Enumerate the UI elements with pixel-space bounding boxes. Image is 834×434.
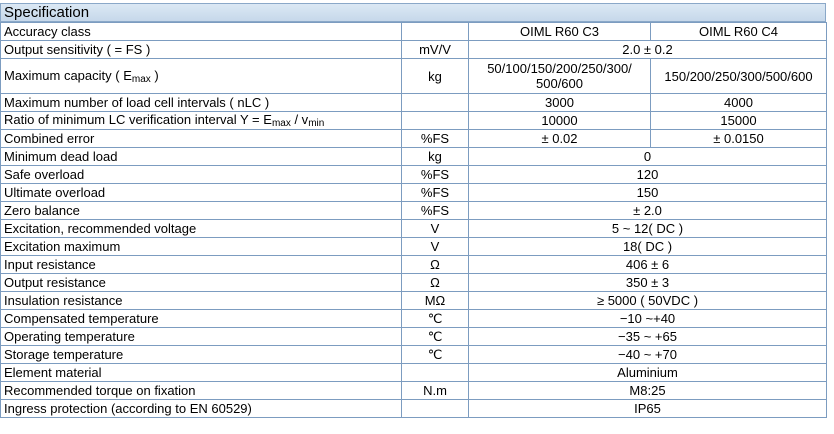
table-row bbox=[1, 166, 827, 184]
table-row bbox=[1, 59, 827, 94]
row-label: Ultimate overload bbox=[1, 184, 402, 202]
row-unit: ℃ bbox=[402, 328, 469, 346]
row-value: 2.0 ± 0.2 bbox=[469, 41, 827, 59]
table-row bbox=[1, 364, 827, 382]
table-row bbox=[1, 184, 827, 202]
row-label: Combined error bbox=[1, 130, 402, 148]
header-label: Accuracy class bbox=[1, 23, 402, 41]
row-unit bbox=[402, 94, 469, 112]
row-value: −40 ~ +70 bbox=[469, 346, 827, 364]
header-unit bbox=[402, 23, 469, 41]
row-value: ≥ 5000 ( 50VDC ) bbox=[469, 292, 827, 310]
row-label: Maximum number of load cell intervals ( nLC ) bbox=[1, 94, 402, 112]
row-label: Input resistance bbox=[1, 256, 402, 274]
row-label: Excitation, recommended voltage bbox=[1, 220, 402, 238]
row-label: Safe overload bbox=[1, 166, 402, 184]
row-value-c4: 15000 bbox=[651, 112, 827, 130]
row-value-c4: ± 0.0150 bbox=[651, 130, 827, 148]
row-label: Minimum dead load bbox=[1, 148, 402, 166]
row-unit: %FS bbox=[402, 166, 469, 184]
row-label: Ingress protection (according to EN 60529) bbox=[1, 400, 402, 418]
row-value: 120 bbox=[469, 166, 827, 184]
label-subscript: min bbox=[308, 118, 325, 129]
label-part: / v bbox=[290, 112, 309, 127]
table-header-row bbox=[1, 23, 827, 41]
row-value: 18( DC ) bbox=[469, 238, 827, 256]
table-row bbox=[1, 382, 827, 400]
table-row bbox=[1, 346, 827, 364]
row-value: Aluminium bbox=[469, 364, 827, 382]
table-row bbox=[1, 328, 827, 346]
row-value: −35 ~ +65 bbox=[469, 328, 827, 346]
header-c3: OIML R60 C3 bbox=[469, 23, 651, 41]
row-value: 5 ~ 12( DC ) bbox=[469, 220, 827, 238]
table-row bbox=[1, 400, 827, 418]
table-row bbox=[1, 292, 827, 310]
table-row bbox=[1, 130, 827, 148]
row-label: Compensated temperature bbox=[1, 310, 402, 328]
table-row bbox=[1, 220, 827, 238]
row-unit: kg bbox=[402, 148, 469, 166]
table-row bbox=[1, 274, 827, 292]
table-row bbox=[1, 202, 827, 220]
row-unit: ℃ bbox=[402, 346, 469, 364]
row-label: Operating temperature bbox=[1, 328, 402, 346]
row-value-c3: 3000 bbox=[469, 94, 651, 112]
row-value: M8:25 bbox=[469, 382, 827, 400]
row-label: Element material bbox=[1, 364, 402, 382]
row-label: Zero balance bbox=[1, 202, 402, 220]
row-unit bbox=[402, 112, 469, 130]
row-unit: %FS bbox=[402, 202, 469, 220]
header-c4: OIML R60 C4 bbox=[651, 23, 827, 41]
row-label: Insulation resistance bbox=[1, 292, 402, 310]
row-unit: Ω bbox=[402, 256, 469, 274]
row-label bbox=[1, 112, 402, 130]
row-label: Output sensitivity ( = FS ) bbox=[1, 41, 402, 59]
specification-table bbox=[0, 22, 827, 418]
row-unit: Ω bbox=[402, 274, 469, 292]
row-label: Storage temperature bbox=[1, 346, 402, 364]
row-value-c3: 10000 bbox=[469, 112, 651, 130]
label-subscript: max bbox=[271, 118, 291, 129]
table-row bbox=[1, 256, 827, 274]
row-value-c4: 150/200/250/300/500/600 bbox=[651, 59, 827, 94]
row-label bbox=[1, 59, 402, 94]
label-part: ) bbox=[150, 67, 159, 83]
row-label: Excitation maximum bbox=[1, 238, 402, 256]
row-value: −10 ~+40 bbox=[469, 310, 827, 328]
row-unit: %FS bbox=[402, 130, 469, 148]
row-value: 350 ± 3 bbox=[469, 274, 827, 292]
label-subscript: max bbox=[131, 73, 151, 85]
table-row bbox=[1, 238, 827, 256]
row-value: 150 bbox=[469, 184, 827, 202]
row-unit: mV/V bbox=[402, 41, 469, 59]
row-value-c3: 50/100/150/200/250/300/ 500/600 bbox=[469, 59, 651, 94]
row-unit: V bbox=[402, 220, 469, 238]
row-value: ± 2.0 bbox=[469, 202, 827, 220]
table-row bbox=[1, 94, 827, 112]
table-row bbox=[1, 41, 827, 59]
row-unit: N.m bbox=[402, 382, 469, 400]
label-part: Maximum capacity ( E bbox=[4, 67, 132, 83]
row-unit: V bbox=[402, 238, 469, 256]
row-unit: ℃ bbox=[402, 310, 469, 328]
row-value-c4: 4000 bbox=[651, 94, 827, 112]
specification-title: Specification bbox=[0, 3, 826, 22]
table-row bbox=[1, 310, 827, 328]
row-unit: MΩ bbox=[402, 292, 469, 310]
label-part: Ratio of minimum LC verification interval Y = E bbox=[4, 112, 272, 127]
row-value: 406 ± 6 bbox=[469, 256, 827, 274]
row-label: Output resistance bbox=[1, 274, 402, 292]
row-label: Recommended torque on fixation bbox=[1, 382, 402, 400]
table-row bbox=[1, 112, 827, 130]
row-value: IP65 bbox=[469, 400, 827, 418]
row-unit: kg bbox=[402, 59, 469, 94]
table-row bbox=[1, 148, 827, 166]
row-unit bbox=[402, 400, 469, 418]
row-value-c3: ± 0.02 bbox=[469, 130, 651, 148]
row-value: 0 bbox=[469, 148, 827, 166]
row-unit: %FS bbox=[402, 184, 469, 202]
row-unit bbox=[402, 364, 469, 382]
